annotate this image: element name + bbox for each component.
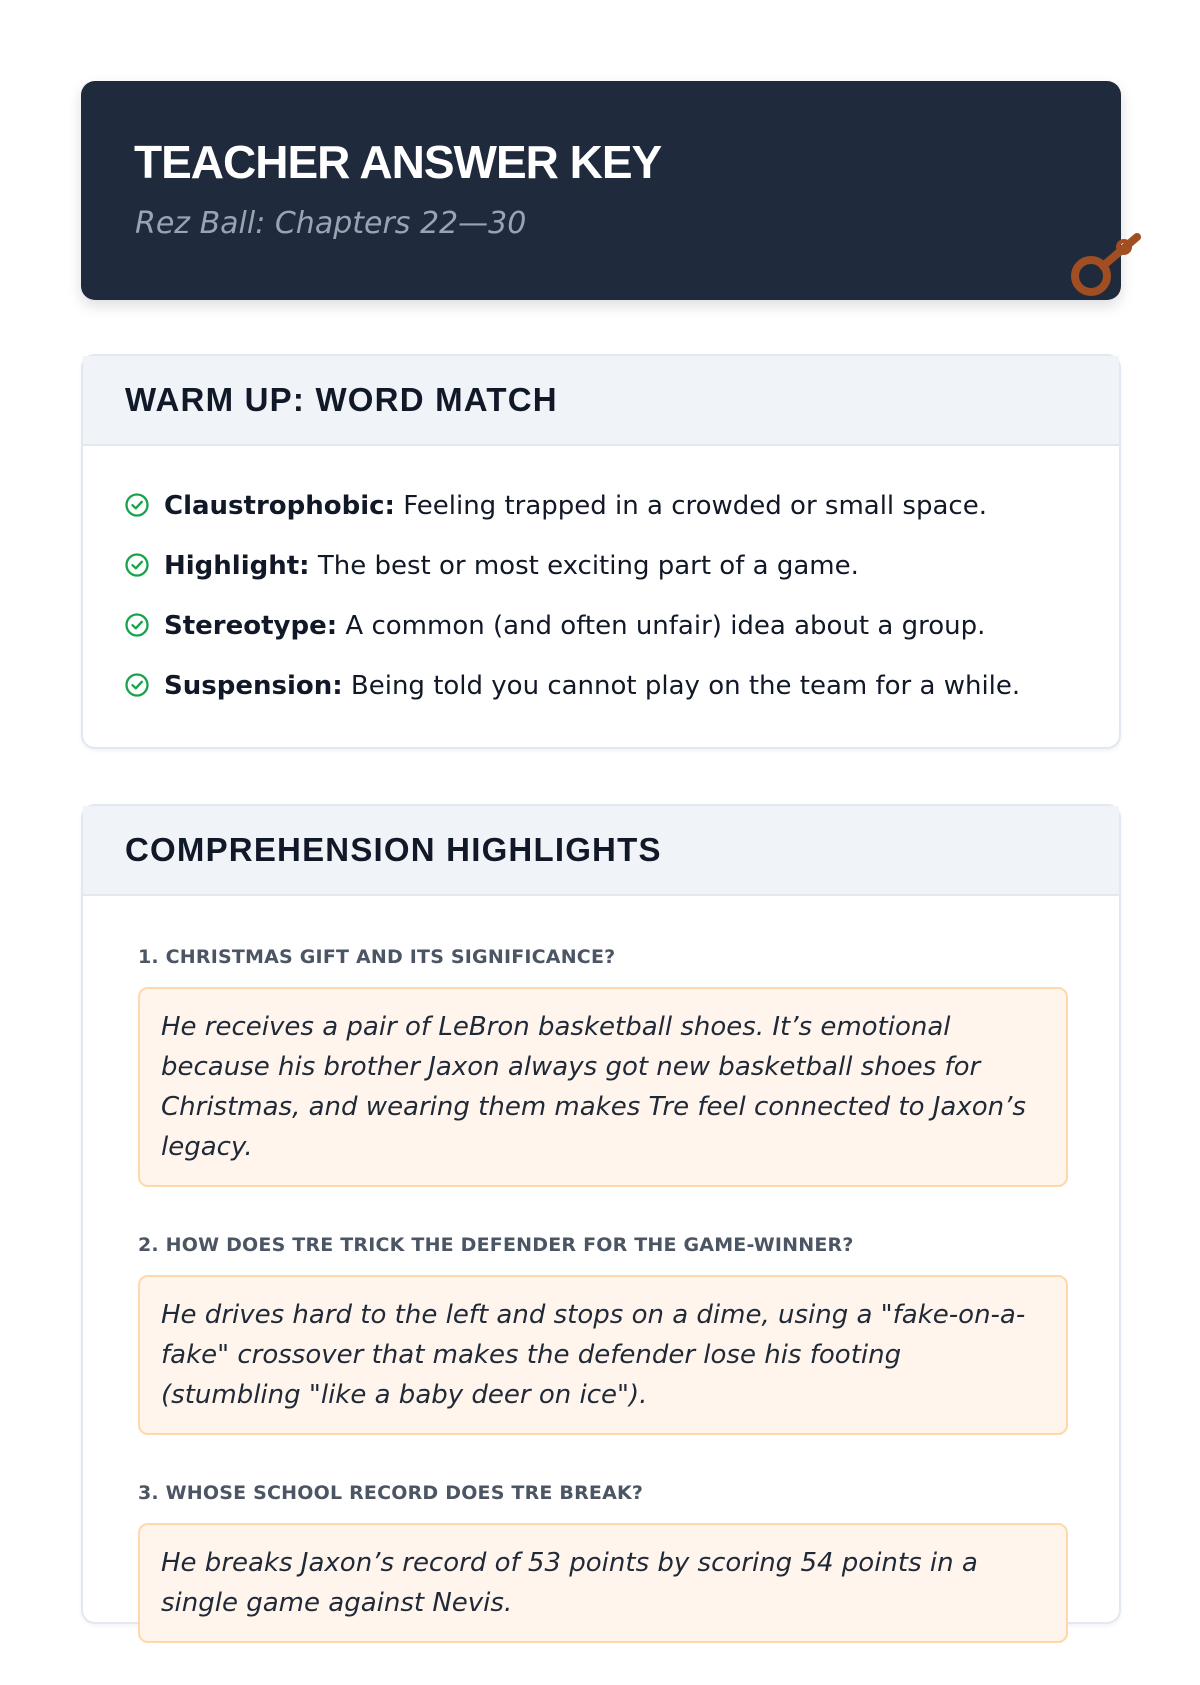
warm-up-card	[81, 354, 1121, 749]
vocabulary-term: Stereotype:	[164, 611, 338, 641]
comprehension-header	[83, 806, 1119, 896]
check-circle-icon	[124, 612, 150, 638]
page-subtitle: Rez Ball: Chapters 22—30	[135, 206, 527, 241]
check-circle-icon	[124, 492, 150, 518]
question-list	[138, 941, 1068, 1685]
answer-box: He breaks Jaxon’s record of 53 points by scoring 54 points in a single game against Nevis.	[138, 1523, 1068, 1643]
comprehension-heading: COMPREHENSION HIGHLIGHTS	[125, 831, 662, 868]
vocabulary-definition: A common (and often unfair) idea about a group.	[345, 611, 986, 641]
answer-key-header	[81, 81, 1121, 300]
vocabulary-definition: Being told you cannot play on the team for a while.	[350, 671, 1021, 701]
key-icon	[1067, 231, 1149, 311]
answer-box: He receives a pair of LeBron basketball shoes. It’s emotional because his brother Jaxon always got new basketball shoes for Christmas, and wearing them makes Tre feel connected to Jaxon’s legacy.	[138, 987, 1068, 1187]
vocabulary-text	[164, 485, 987, 527]
vocabulary-term: Claustrophobic:	[164, 491, 395, 521]
vocabulary-text	[164, 605, 985, 647]
comprehension-card	[81, 804, 1121, 1624]
question-item	[138, 1477, 1068, 1643]
question-item	[138, 1229, 1068, 1435]
question-label: 3. WHOSE SCHOOL RECORD DOES TRE BREAK?	[138, 1482, 644, 1504]
vocabulary-text	[164, 545, 859, 587]
vocabulary-text	[164, 665, 1020, 707]
question-item	[138, 941, 1068, 1187]
warm-up-header	[83, 356, 1119, 446]
check-circle-icon	[124, 672, 150, 698]
answer-box: He drives hard to the left and stops on a dime, using a "fake-on-a-fake" crossover that makes the defender lose his footing (stumbling "like a baby deer on ice").	[138, 1275, 1068, 1435]
vocabulary-definition: Feeling trapped in a crowded or small space.	[403, 491, 987, 521]
check-circle-icon	[124, 552, 150, 578]
vocabulary-term: Highlight:	[164, 551, 310, 581]
question-label: 1. CHRISTMAS GIFT AND ITS SIGNIFICANCE?	[138, 946, 616, 968]
vocabulary-definition: The best or most exciting part of a game.	[317, 551, 859, 581]
page-title: TEACHER ANSWER KEY	[134, 136, 662, 188]
warm-up-heading: WARM UP: WORD MATCH	[125, 381, 558, 418]
question-label: 2. HOW DOES TRE TRICK THE DEFENDER FOR THE GAME-WINNER?	[138, 1234, 854, 1256]
vocabulary-term: Suspension:	[164, 671, 343, 701]
